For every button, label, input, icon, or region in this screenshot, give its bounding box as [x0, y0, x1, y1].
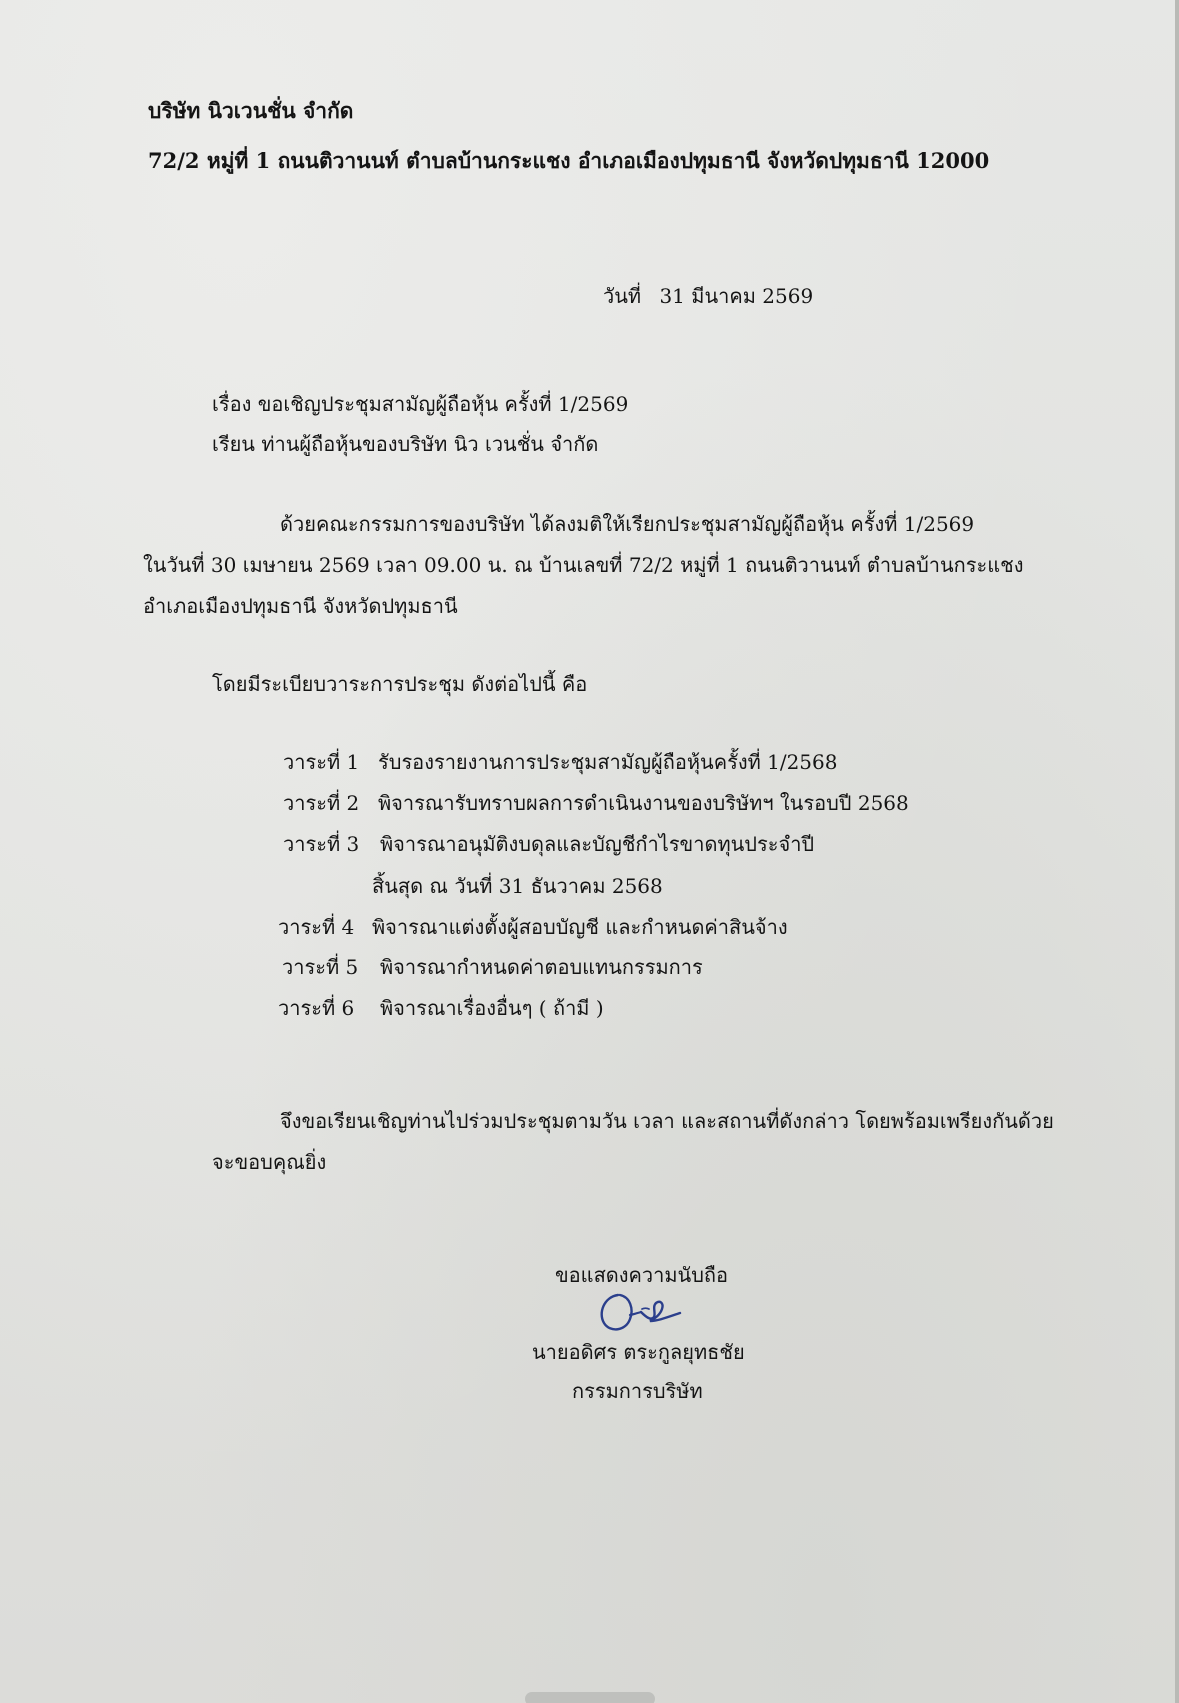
- agenda-text: พิจารณากำหนดค่าตอบแทนกรรมการ: [380, 955, 703, 979]
- date-value: 31 มีนาคม 2569: [659, 284, 814, 308]
- signer-title: กรรมการบริษัท: [572, 1379, 703, 1403]
- home-indicator[interactable]: [525, 1692, 655, 1703]
- closing-line-2: จะขอบคุณยิ่ง: [212, 1150, 327, 1174]
- body-line-1: ด้วยคณะกรรมการของบริษัท ได้ลงมติให้เรียกประชุมสามัญผู้ถือหุ้น ครั้งที่ 1/2569: [280, 512, 975, 536]
- agenda-text: พิจารณาเรื่องอื่นๆ ( ถ้ามี ): [380, 996, 604, 1020]
- closing-line-1: จึงขอเรียนเชิญท่านไปร่วมประชุมตามวัน เวลา และสถานที่ดังกล่าว โดยพร้อมเพรียงกันด้วย: [280, 1109, 1054, 1133]
- signoff: ขอแสดงความนับถือ: [555, 1263, 729, 1287]
- agenda-label: วาระที่ 4: [278, 915, 355, 939]
- signer-name: นายอดิศร ตระกูลยุทธชัย: [532, 1340, 745, 1364]
- agenda-label: วาระที่ 5: [282, 955, 359, 979]
- company-name: บริษัท นิวเวนชั่น จำกัด: [148, 98, 354, 123]
- body-line-2: ในวันที่ 30 เมษายน 2569 เวลา 09.00 น. ณ บ้านเลขที่ 72/2 หมู่ที่ 1 ถนนติวานนท์ ตำบลบ้านกระแชง: [143, 553, 1024, 577]
- agenda-label: วาระที่ 2: [283, 791, 360, 815]
- handwritten-signature: [596, 1287, 684, 1339]
- letter-date: [603, 286, 813, 306]
- page-edge-shadow: [1175, 0, 1179, 1703]
- subject-line: เรื่อง ขอเชิญประชุมสามัญผู้ถือหุ้น ครั้งที่ 1/2569: [212, 392, 629, 416]
- agenda-label: วาระที่ 3: [283, 832, 360, 856]
- agenda-intro: โดยมีระเบียบวาระการประชุม ดังต่อไปนี้ คือ: [212, 672, 588, 696]
- agenda-label: วาระที่ 1: [283, 750, 360, 774]
- agenda-text-continued: สิ้นสุด ณ วันที่ 31 ธันวาคม 2568: [372, 874, 663, 898]
- date-label: วันที่: [603, 284, 642, 308]
- company-address: 72/2 หมู่ที่ 1 ถนนติวานนท์ ตำบลบ้านกระแชง อำเภอเมืองปทุมธานี จังหวัดปทุมธานี 12000: [148, 148, 990, 173]
- agenda-text: พิจารณาอนุมัติงบดุลและบัญชีกำไรขาดทุนประจำปี: [380, 832, 815, 856]
- agenda-text: พิจารณารับทราบผลการดำเนินงานของบริษัทฯ ในรอบปี 2568: [378, 791, 909, 815]
- agenda-text: รับรองรายงานการประชุมสามัญผู้ถือหุ้นครั้งที่ 1/2568: [378, 750, 838, 774]
- agenda-text: พิจารณาแต่งตั้งผู้สอบบัญชี และกำหนดค่าสินจ้าง: [372, 915, 788, 939]
- agenda-label: วาระที่ 6: [278, 996, 355, 1020]
- body-line-3: อำเภอเมืองปทุมธานี จังหวัดปทุมธานี: [143, 594, 458, 618]
- recipient-line: เรียน ท่านผู้ถือหุ้นของบริษัท นิว เวนชั่น จำกัด: [212, 432, 599, 456]
